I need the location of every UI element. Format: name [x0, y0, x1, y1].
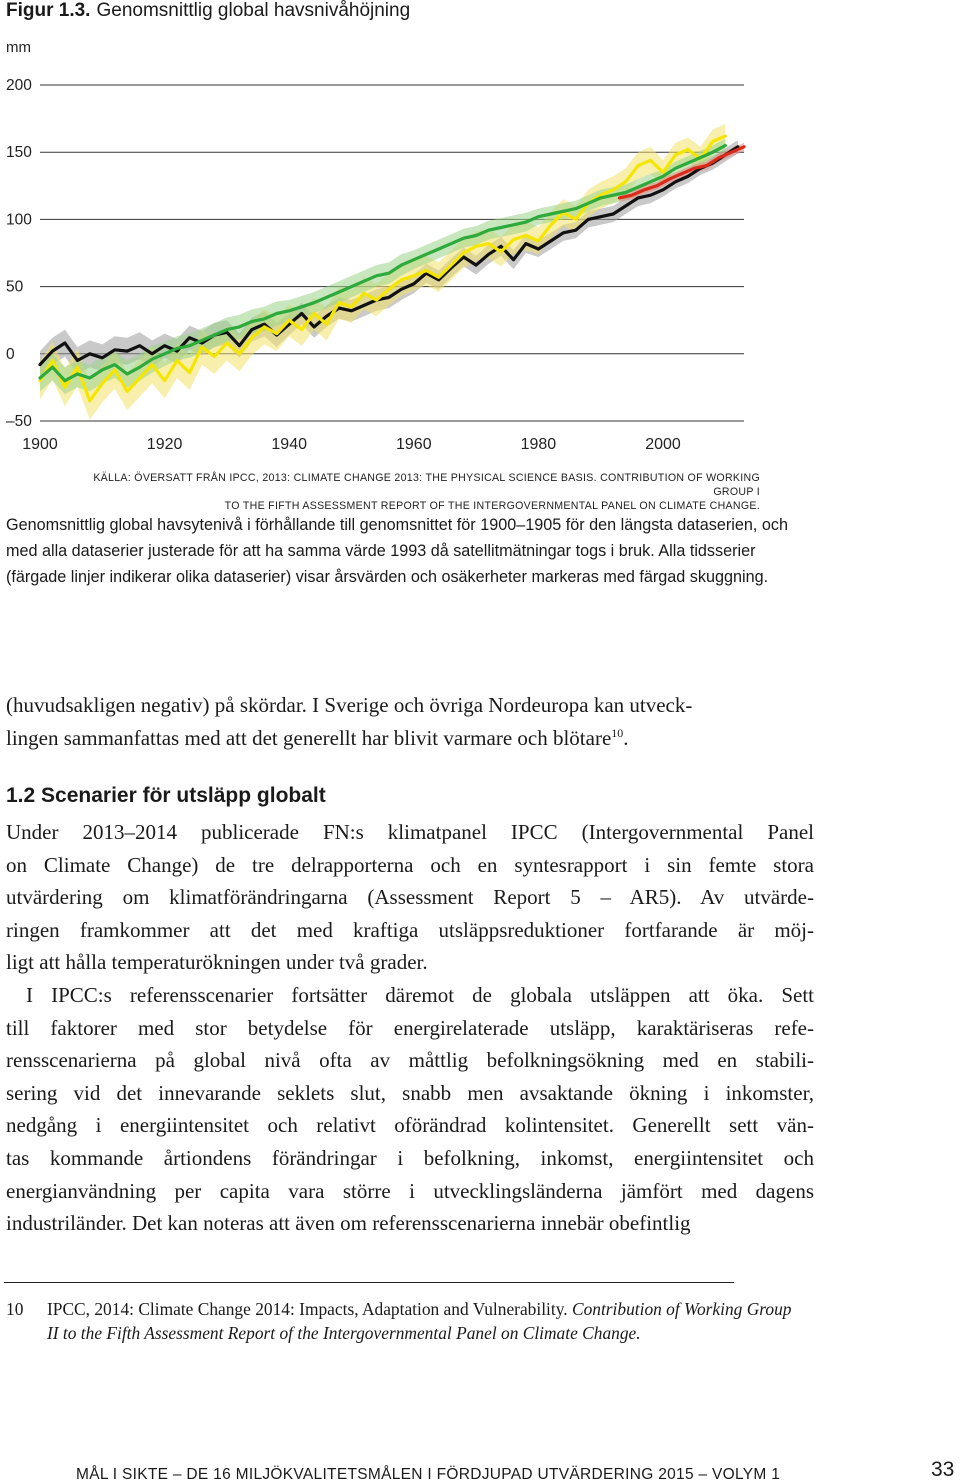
paragraph-line: I IPCC:s referensscenarier fortsätter däremot de globala utsläppen att öka. Sett [26, 983, 814, 1007]
running-footer: MÅL I SIKTE – DE 16 MILJÖKVALITETSMÅLEN I FÖRDJUPAD UTVÄRDERING 2015 – VOLYM 1 [76, 1466, 781, 1483]
y-tick-label: 50 [6, 278, 24, 296]
x-tick-label: 1900 [22, 436, 58, 453]
page-number: 33 [931, 1458, 955, 1481]
y-tick-label: 0 [6, 345, 15, 363]
paragraph-line: nedgång i energiintensitet och relativt oförändrad kolintensitet. Generellt sett vän- [6, 1113, 814, 1138]
paragraph-line: utvärdering om klimatförändringarna (Assessment Report 5 – AR5). Av utvärde- [6, 885, 814, 910]
y-axis-unit: mm [6, 39, 31, 56]
figure-number: Figur 1.3. [6, 0, 91, 21]
paragraph-line: (huvudsakligen negativ) på skördar. I Sverige och övriga Nordeuropa kan utveck- [6, 693, 693, 717]
paragraph-line [6, 722, 806, 755]
x-tick-label: 2000 [645, 436, 681, 453]
paragraph-line: energianvändning per capita vara större i utvecklingsländerna jämfört med dagens [6, 1178, 814, 1203]
paragraph-harvest [6, 689, 806, 754]
x-tick-label: 1940 [271, 436, 308, 453]
source-line-2: TO THE FIFTH ASSESSMENT REPORT OF THE INTERGOVERNMENTAL PANEL ON CLIMATE CHANGE. [224, 500, 760, 512]
paragraph-line: sering vid det innevarande seklets slut, snabb men avsaktande ökning i inkomster, [6, 1080, 814, 1105]
x-tick-label: 1980 [520, 436, 557, 453]
footnote-ref[interactable]: 10 [611, 725, 624, 740]
paragraph-reference-scenarios [6, 979, 814, 1240]
paragraph-line: tas kommande årtiondens förändringar i befolkning, inkomst, energiintensitet och [6, 1145, 814, 1170]
figure-source [66, 471, 760, 513]
x-tick-label: 1960 [396, 436, 432, 453]
paragraph-line: rensscenarierna på global nivå ofta av måttlig befolkningsökning med en stabili- [6, 1048, 814, 1073]
footnote-number: 10 [6, 1299, 24, 1319]
sea-level-chart [0, 28, 960, 464]
section-heading: 1.2 Scenarier för utsläpp globalt [6, 784, 326, 807]
source-line-1: KÄLLA: ÖVERSATT FRÅN IPCC, 2013: CLIMATE CHANGE 2013: THE PHYSICAL SCIENCE BASIS. CONTRIBUTION OF WORKING GROUP I [93, 472, 760, 498]
y-tick-label: 100 [6, 211, 32, 229]
figure-title [6, 0, 410, 22]
paragraph-ipcc [6, 816, 814, 979]
x-tick-label: 1920 [146, 436, 183, 453]
paragraph-line: ligt att hålla temperaturökningen under två grader. [6, 950, 428, 975]
paragraph-line: ringen framkommer att det med kraftiga utsläppsreduktioner fortfarande är möj- [6, 917, 814, 942]
footnote-body [47, 1297, 807, 1345]
footnote-text: IPCC, 2014: Climate Change 2014: Impacts, Adaptation and Vulnerability. [47, 1299, 568, 1319]
y-tick-label: 150 [6, 144, 32, 162]
figure-caption: Genomsnittlig global havsytenivå i förhållande till genomsnittet för 1900–1905 för den längsta dataserien, och med alla dataserier justerade för att ha samma värde 1993 då satellitmätningar togs i bruk. Alla tidsserier (färgade linjer indikerar olika dataserier) visar årsvärden och osäkerheter markeras med färgad skuggning. [6, 516, 788, 587]
paragraph-line-text: lingen sammanfattas med att det generellt har blivit varmare och blötare [6, 725, 612, 750]
paragraph-line: industriländer. Det kan noteras att även om referensscenarierna innebär obefintlig [6, 1211, 691, 1236]
paragraph-period: . [623, 725, 629, 750]
footnote-rule [4, 1282, 734, 1283]
paragraph-line: till faktorer med stor betydelse för energirelaterade utsläpp, karaktäriseras refe- [6, 1015, 814, 1040]
y-tick-label: 200 [6, 77, 32, 94]
figure-title-text: Genomsnittlig global havsnivåhöjning [96, 0, 411, 21]
y-tick-label: –50 [6, 413, 32, 430]
paragraph-line: Under 2013–2014 publicerade FN:s klimatpanel IPCC (Intergovernmental Panel [6, 820, 814, 844]
footnote-italic: Contribution of Working Group II to the Fifth Assessment Report of the Intergovernmental Panel on Climate Change. [47, 1299, 792, 1343]
paragraph-line: on Climate Change) de tre delrapporterna och en syntesrapport i sin femte stora [6, 852, 814, 877]
